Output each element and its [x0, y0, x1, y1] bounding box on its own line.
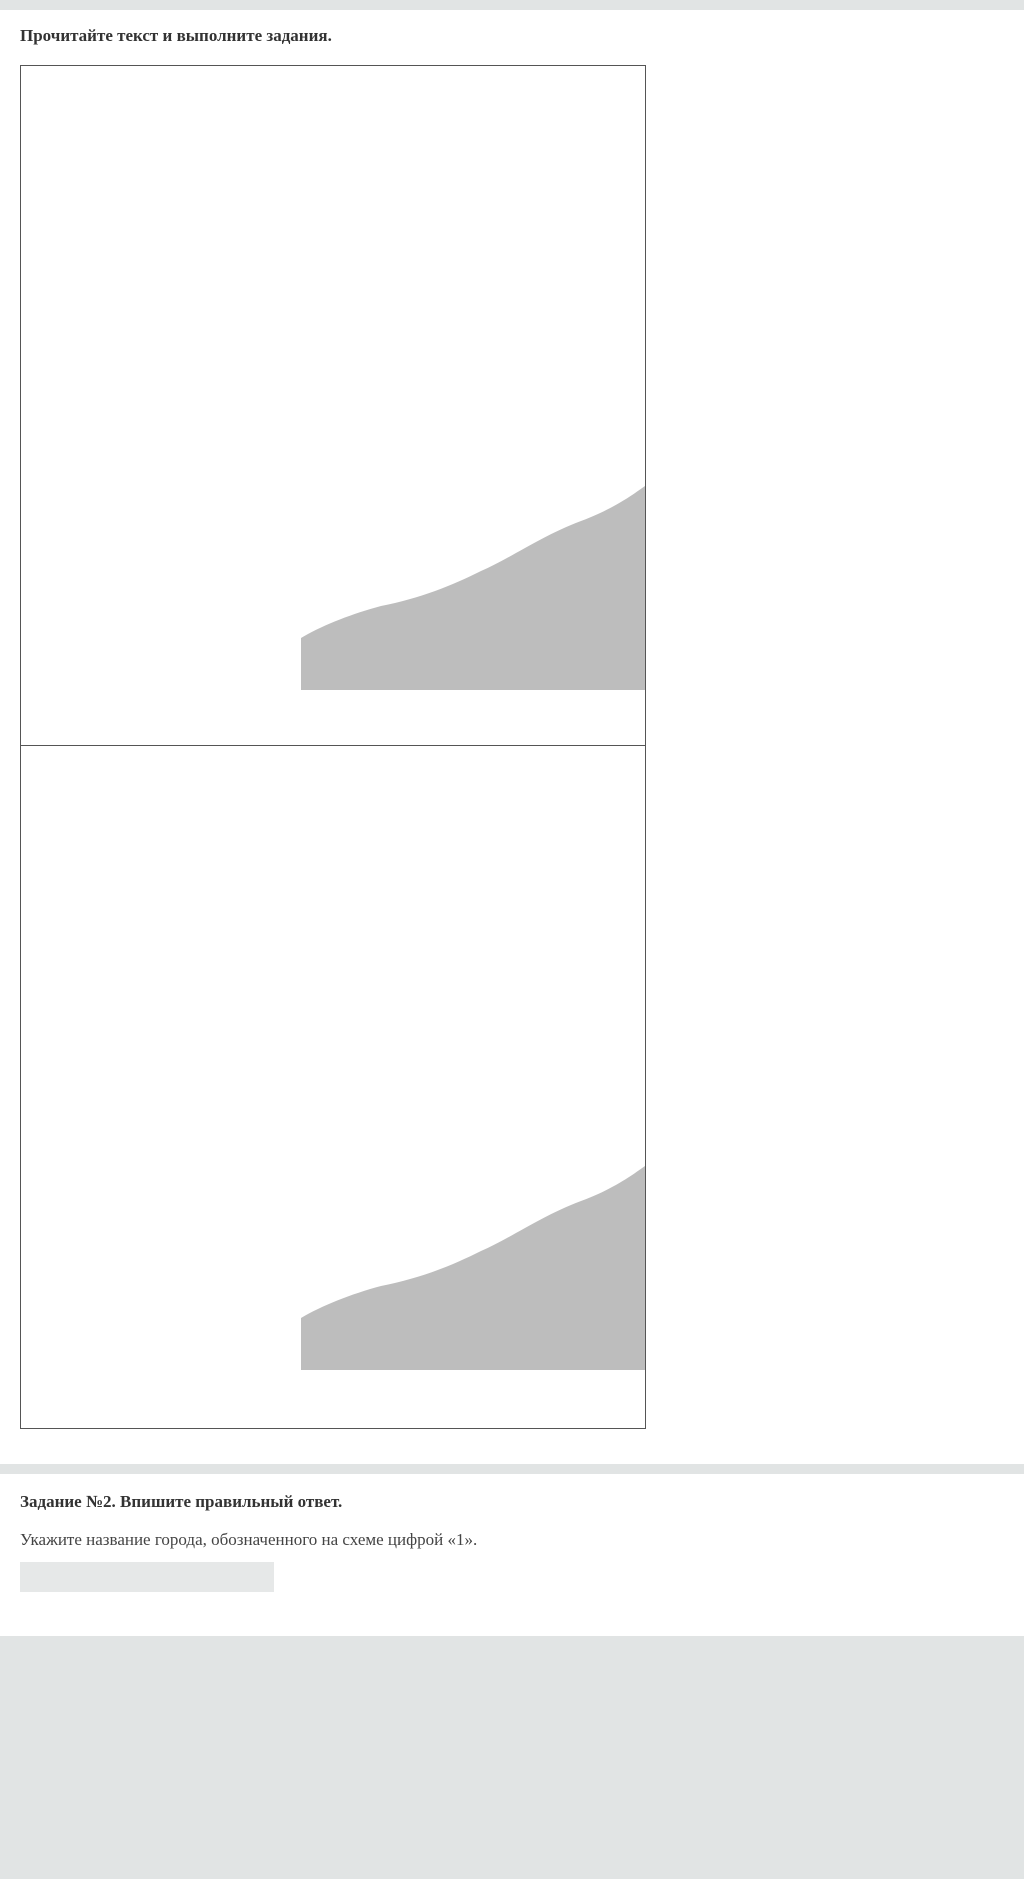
black-sea: [301, 486, 645, 690]
black-sea: [301, 1166, 645, 1370]
historical-map-2: [20, 745, 646, 1429]
historical-map-1: [20, 65, 646, 749]
intro-text: Прочитайте текст и выполните задания.: [20, 26, 332, 45]
top-strip: [0, 0, 1024, 10]
task-title: Задание №2. Впишите правильный ответ.: [20, 1492, 343, 1511]
map-svg: [21, 746, 645, 1428]
map-svg: [21, 66, 645, 748]
task-question: Укажите название города, обозначенного на схеме цифрой «1».: [20, 1530, 478, 1549]
task-card: [0, 1474, 1024, 1636]
answer-input[interactable]: [20, 1562, 274, 1592]
question-text-card: [0, 10, 1024, 1464]
